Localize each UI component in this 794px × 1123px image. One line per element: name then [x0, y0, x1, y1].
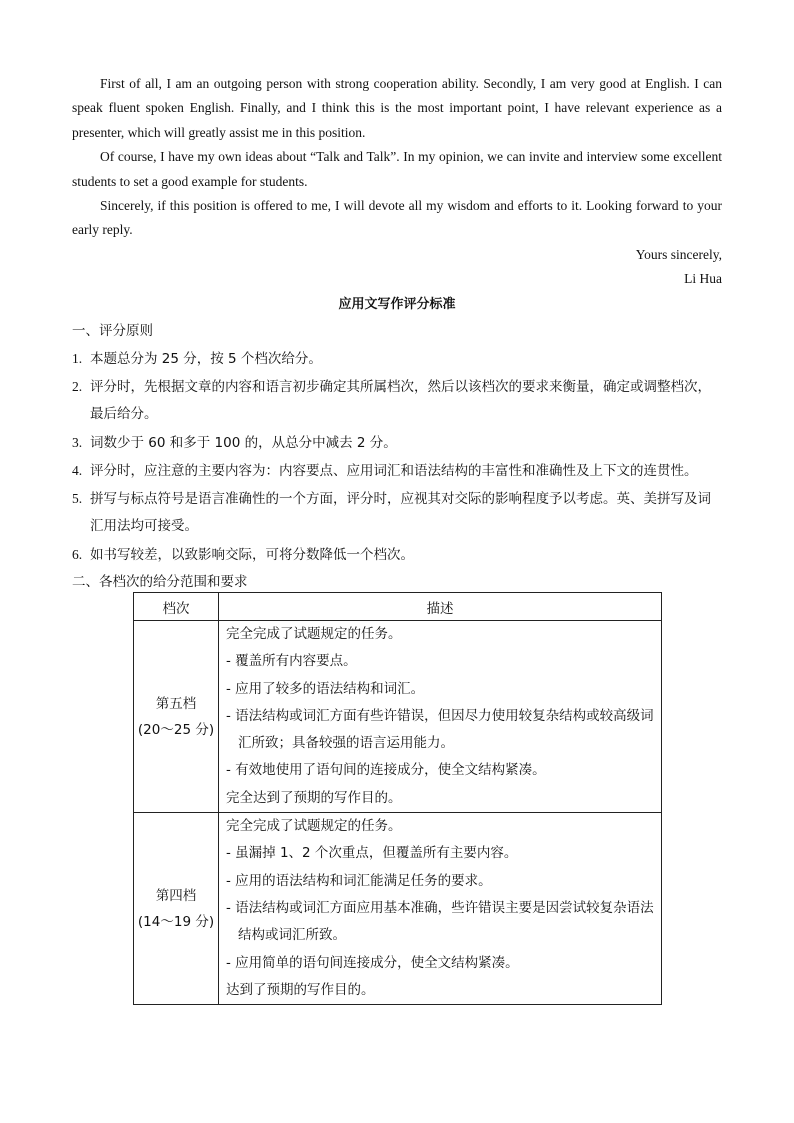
description-bullet: - 覆盖所有内容要点。 — [226, 653, 357, 670]
section1-heading: 一、评分原则 — [72, 322, 153, 339]
rule-number: 2. — [72, 378, 83, 394]
level-range: (20～25 分) — [137, 721, 215, 738]
letter-signature: Li Hua — [684, 271, 722, 287]
rule-item — [72, 485, 722, 541]
level-cell — [134, 621, 219, 813]
description-bullet: - 应用的语法结构和词汇能满足任务的要求。 — [226, 872, 492, 889]
description-outro: 完全达到了预期的写作目的。 — [226, 789, 402, 806]
rule-item — [72, 457, 722, 485]
letter-closing: Yours sincerely, — [635, 246, 722, 262]
description-cell — [219, 813, 662, 1005]
description-bullet: - 语法结构或词汇方面有些许错误，但因尽力使用较复杂结构或较高级词汇所致；具备较强的语言运用能力。 — [226, 707, 654, 752]
description-outro: 达到了预期的写作目的。 — [226, 981, 375, 998]
table-header-row — [134, 593, 662, 621]
rule-item — [72, 541, 722, 569]
table-row — [134, 621, 662, 813]
rule-text: 如书写较差，以致影响交际，可将分数降低一个档次。 — [90, 546, 414, 563]
rule-number: 1. — [72, 350, 83, 366]
description-bullet: - 虽漏掉 1、2 个次重点，但覆盖所有主要内容。 — [226, 845, 518, 862]
letter-body — [72, 72, 722, 243]
rule-text: 评分时，应注意的主要内容为：内容要点、应用词汇和语法结构的丰富性和准确性及上下文的连贯性。 — [90, 462, 698, 479]
level-name: 第五档 — [155, 695, 197, 712]
rule-text: 拼写与标点符号是语言准确性的一个方面，评分时，应视其对交际的影响程度予以考虑。英、美拼写及词汇用法均可接受。 — [90, 491, 711, 535]
rule-item — [72, 429, 722, 457]
letter-paragraph: Sincerely, if this position is offered to me, I will devote all my wisdom and efforts to it. Looking forward to your early reply. — [72, 198, 722, 238]
scoring-title: 应用文写作评分标准 — [338, 296, 456, 312]
rule-number: 4. — [72, 462, 83, 478]
description-bullet: - 有效地使用了语句间的连接成分，使全文结构紧凑。 — [226, 762, 546, 779]
header-level: 档次 — [134, 593, 219, 621]
grading-table — [133, 592, 662, 1005]
table-row — [134, 813, 662, 1005]
rule-number: 5. — [72, 491, 83, 507]
description-bullet: - 语法结构或词汇方面应用基本准确，些许错误主要是因尝试较复杂语法结构或词汇所致。 — [226, 899, 654, 944]
document-page — [72, 72, 722, 596]
section2-heading: 二、各档次的给分范围和要求 — [72, 574, 248, 591]
letter-paragraph: First of all, I am an outgoing person with strong cooperation ability. Secondly, I am very good at English. I can speak fluent spoken English. Finally, and I think this is the most important point, I have relevant experience as a presenter, which will greatly assist me in this position. — [72, 76, 722, 140]
description-bullet: - 应用了较多的语法结构和词汇。 — [226, 680, 425, 697]
rule-item — [72, 373, 722, 429]
rule-number: 3. — [72, 434, 83, 450]
description-cell — [219, 621, 662, 813]
rule-item — [72, 345, 722, 373]
header-description: 描述 — [219, 593, 662, 621]
description-intro: 完全完成了试题规定的任务。 — [226, 818, 402, 835]
level-name: 第四档 — [155, 887, 197, 904]
rule-text: 本题总分为 25 分，按 5 个档次给分。 — [90, 350, 322, 367]
level-range: (14～19 分) — [137, 913, 215, 930]
description-bullet: - 应用简单的语句间连接成分，使全文结构紧凑。 — [226, 954, 519, 971]
level-cell — [134, 813, 219, 1005]
rule-number: 6. — [72, 546, 83, 562]
rules-list — [72, 345, 722, 569]
description-intro: 完全完成了试题规定的任务。 — [226, 626, 402, 642]
letter-paragraph: Of course, I have my own ideas about “Talk and Talk”. In my opinion, we can invite and interview some excellent students to set a good example for students. — [72, 149, 722, 189]
rule-text: 词数少于 60 和多于 100 的，从总分中减去 2 分。 — [90, 434, 397, 451]
rule-text: 评分时，先根据文章的内容和语言初步确定其所属档次，然后以该档次的要求来衡量，确定或调整档次，最后给分。 — [90, 378, 711, 423]
